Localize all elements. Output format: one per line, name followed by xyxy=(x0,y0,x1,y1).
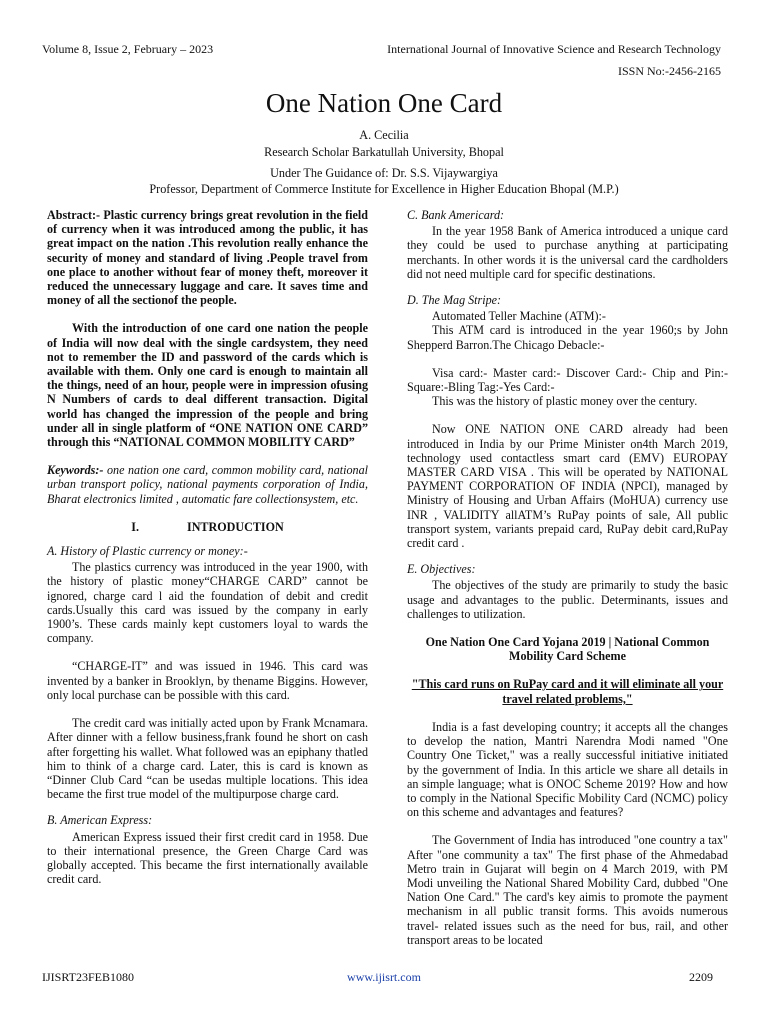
subsection-a: A. History of Plastic currency or money:- xyxy=(47,544,248,559)
journal-volume: Volume 8, Issue 2, February – 2023 xyxy=(42,42,214,56)
subsection-e: E. Objectives: xyxy=(407,562,476,577)
footer-website[interactable]: www.ijisrt.com xyxy=(347,970,421,984)
keywords-text: one nation one card, common mobility card, national urban transport policy, national payments corporation of India, Bharat electronics limited , automatic fare collectionsystem, etc. xyxy=(47,463,368,506)
paragraph: The plastics currency was introduced in the year 1900, with the history of plastic money“CHARGE CARD” cannot be ignored, charge card l aid the foundation of debit and credit cards.Usually this card was issued by the company in early 1900’s. These cards mainly kept customers loyal to wards the company. xyxy=(47,560,368,646)
professor-affiliation: Professor, Department of Commerce Institute for Excellence in Higher Education Bhopal (M.P.) xyxy=(149,182,619,196)
paragraph: This was the history of plastic money over the century. xyxy=(432,394,698,409)
paragraph: This ATM card is introduced in the year 1960;s by John Shepperd Barron.The Chicago Debacle:- xyxy=(407,323,728,352)
author: A. Cecilia xyxy=(359,128,409,142)
yojana-heading: One Nation One Card Yojana 2019 | National Common Mobility Card Scheme xyxy=(425,635,710,664)
page-number: 2209 xyxy=(689,970,713,984)
paragraph: India is a fast developing country; it accepts all the changes to develop the nation, Mantri Narendra Modi named "One Country One Ticket," was a really successful initiative initiated by the government of India. In this article we share all details in an simple language; what is ONOC Scheme 2019? How and how to comply in the National Specific Mobility Card (NCMC) policy on this scheme and advantages and features? xyxy=(407,719,728,820)
issn: ISSN No:-2456-2165 xyxy=(617,64,721,78)
paragraph: The Government of India has introduced "one country a tax" After "one community a tax" The first phase of the Ahmedabad Metro train in Gujarat will begin on 4 March 2019, with PM Modi unveiling the National Shared Mobility Card, dubbed "One Nation One Card." The card's key aimis to promote the payment mechanism in all public transit forms. This avoids numerous travel- related issues such as the need for bus, rail, and other transport areas to be located xyxy=(407,833,728,947)
paragraph: In the year 1958 Bank of America introduced a unique card they could be used to purchase anything at participating merchants. In other words it is the universal card the cardholders did not need multiple card for specific destinations. xyxy=(407,224,728,281)
keywords-label: Keywords:- xyxy=(47,463,104,478)
section-title: INTRODUCTION xyxy=(186,519,284,534)
footer-id: IJISRT23FEB1080 xyxy=(42,970,134,984)
abstract: Abstract:- Plastic currency brings great revolution in the field of currency when it was introduced among the public, it has great impact on the nation .This revolution really enhance the security of money and standard of living .People travel from one place to another without fear of money theft, moreover it reduced the unnecessary luggage and care. It saves time and money of all the sectionof the people. xyxy=(47,208,368,308)
section-number: I. xyxy=(131,519,139,534)
left-column xyxy=(47,208,368,886)
affiliation: Research Scholar Barkatullah University, Bhopal xyxy=(264,145,504,159)
quote-heading: "This card runs on RuPay card and it will eliminate all your travel related problems," xyxy=(411,677,724,706)
right-column xyxy=(407,208,728,947)
paragraph: The credit card was initially acted upon by Frank Mcnamara. After dinner with a fellow business,frank found he short on cash after forgetting his wallet. What followed was an epiphany thatled him to think of a charge card. Later, this is card is known as “Dinner Club Card “can be usedas multiple locations. This idea became the first true model of the multipurpose charge card. xyxy=(47,716,368,802)
section-heading xyxy=(47,520,368,534)
paper-title: One Nation One Card xyxy=(265,88,503,118)
paragraph: The objectives of the study are primarily to study the basic usage and advantages to the public. Determinants, issues and challenges to utilization. xyxy=(407,578,728,621)
paragraph: Now ONE NATION ONE CARD already had been introduced in India by our Prime Minister on4th March 2019, technology used contactless smart card (EMV) EUROPAY MASTER CARD VISA . This will be operated by NATIONAL PAYMENT CORPORATION OF INDIA (NPCI), managed by Ministry of Housing and Urban Affairs (MoHUA) currency use INR , VALIDITY allATM’s RuPay points of sale, All public transport system, variants prepaid card, RuPay debit card,RuPay credit card . xyxy=(407,422,728,551)
subsection-b: B. American Express: xyxy=(47,813,153,828)
guidance: Under The Guidance of: Dr. S.S. Vijaywargiya xyxy=(270,166,498,180)
journal-name: International Journal of Innovative Science and Research Technology xyxy=(387,42,721,56)
atm-heading: Automated Teller Machine (ATM):- xyxy=(432,309,606,324)
subsection-d: D. The Mag Stripe: xyxy=(407,293,502,308)
keywords xyxy=(47,463,368,506)
paragraph: American Express issued their first credit card in 1958. Due to their international presence, the Green Charge Card was globally accepted. This became the first internationally available credit card. xyxy=(47,829,368,887)
paragraph: “CHARGE-IT” and was issued in 1946. This card was invented by a banker in Brooklyn, by thename Biggins. However, only local purchase can be possible with this card. xyxy=(47,659,368,702)
subsection-c: C. Bank Americard: xyxy=(407,208,505,222)
abstract-continued: With the introduction of one card one nation the people of India will now deal with the single cardsystem, they need not to remember the ID and password of the cards which is available with them. Only one card is enough to maintain all the things, need of an hour, people were in impression ofusing N Numbers of cards to deal different transaction. Digital world has changed the impression of the people and bring under all in single platform of “ONE NATION ONE CARD” through this “NATIONAL COMMON MOBILITY CARD” xyxy=(47,321,368,450)
paragraph: Visa card:- Master card:- Discover Card:- Chip and Pin:- Square:-Bling Tag:-Yes Card:- xyxy=(407,365,728,395)
